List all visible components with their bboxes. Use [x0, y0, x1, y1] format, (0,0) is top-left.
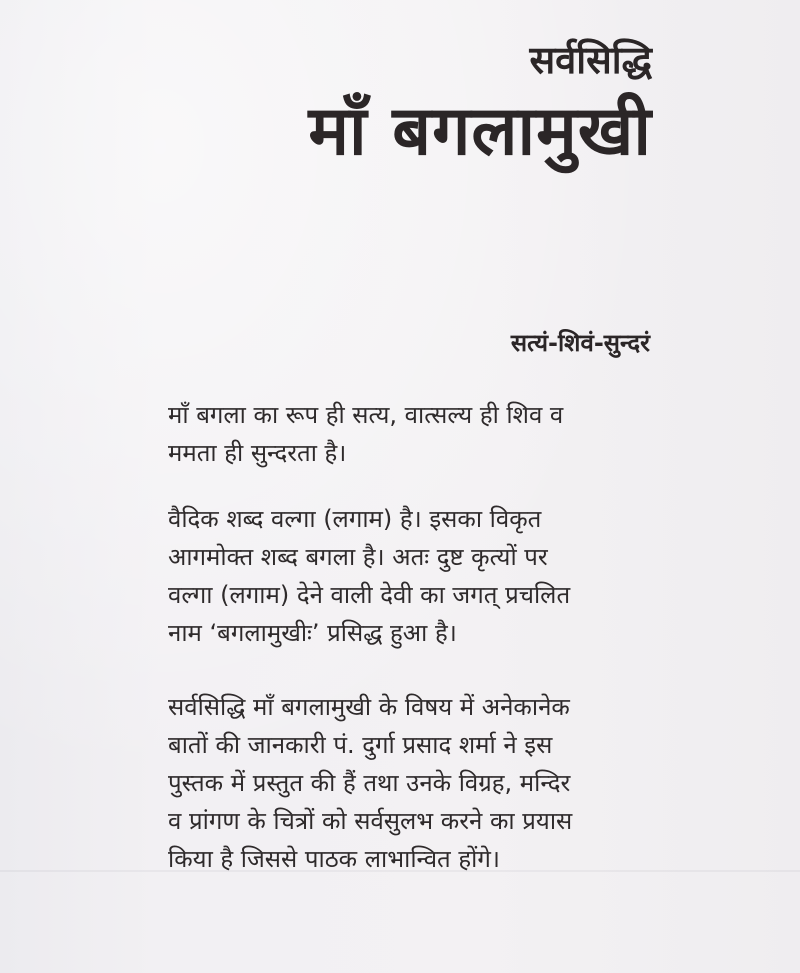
- book-title: माँ बगलामुखी: [308, 92, 652, 171]
- paragraph-line: सर्वसिद्धि माँ बगलामुखी के विषय में अनेकानेक: [168, 693, 570, 721]
- title-block: [308, 38, 652, 172]
- book-subtitle: सर्वसिद्धि: [529, 38, 652, 82]
- paragraph-1: [168, 396, 668, 472]
- paragraph-line: पुस्तक में प्रस्तुत की हैं तथा उनके विग्रह, मन्दिर: [168, 769, 571, 797]
- paragraph-3: [168, 688, 668, 878]
- paragraph-line: ममता ही सुन्दरता है।: [168, 439, 347, 467]
- paragraph-line: माँ बगला का रूप ही सत्य, वात्सल्य ही शिव व: [168, 401, 564, 429]
- paragraph-line: बातों की जानकारी पं. दुर्गा प्रसाद शर्मा ने इस: [168, 731, 553, 759]
- paragraph-line: व प्रांगण के चित्रों को सर्वसुलभ करने का प्रयास: [168, 807, 573, 835]
- paragraph-2: [168, 500, 668, 652]
- paragraph-line: नाम ‘बगलामुखीः’ प्रसिद्ध हुआ है।: [168, 619, 457, 647]
- paragraph-line: वैदिक शब्द वल्गा (लगाम) है। इसका विकृत: [168, 505, 542, 533]
- motto-heading: सत्यं-शिवं-सुन्दरं: [510, 329, 650, 357]
- paragraph-line: किया है जिससे पाठक लाभान्वित होंगे।: [168, 845, 500, 873]
- paragraph-line: आगमोक्त शब्द बगला है। अतः दुष्ट कृत्यों पर: [168, 543, 548, 571]
- paragraph-line: वल्गा (लगाम) देने वाली देवी का जगत् प्रचलित: [168, 581, 571, 609]
